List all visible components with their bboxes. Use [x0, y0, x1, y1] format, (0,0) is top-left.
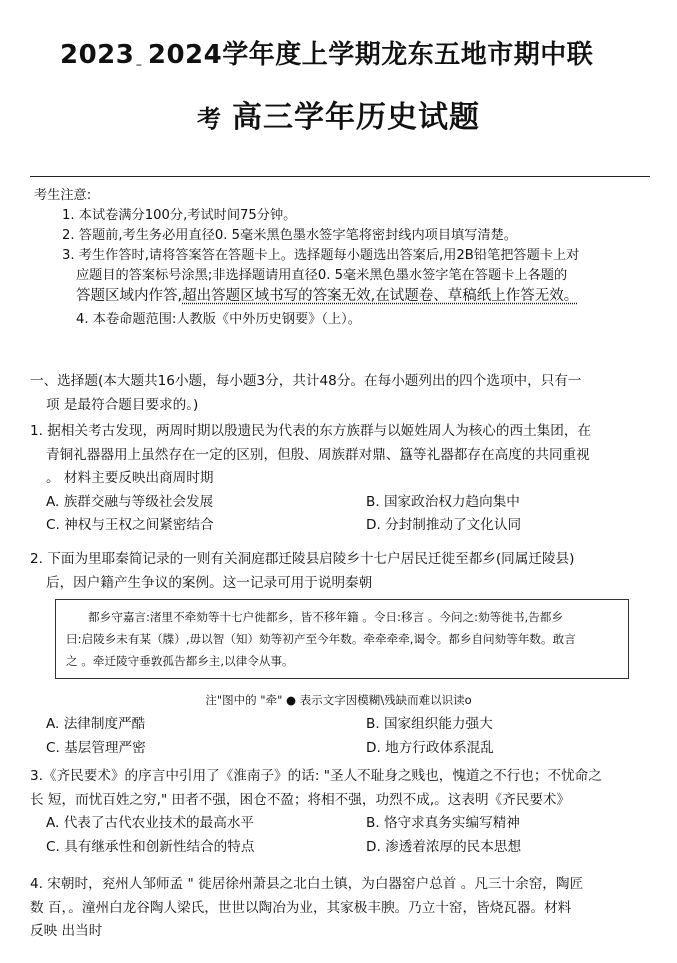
header-divider	[30, 176, 650, 177]
question-line: 青铜礼器器用上虽然存在一定的区别，但殷、周族群对鼎、簋等礼器都存在高度的共同重视	[46, 446, 590, 463]
option-d: D. 分封制推动了文化认同	[366, 517, 522, 533]
option-d: D. 渗透着浓厚的民本思想	[366, 838, 522, 855]
question-3	[30, 765, 652, 859]
exam-title-line1	[60, 34, 620, 71]
exam-title-line2	[0, 92, 677, 136]
exam-notice	[34, 186, 654, 330]
notice-heading: 考生注意:	[34, 188, 92, 203]
source-quote-box	[55, 599, 629, 679]
question-line: 4. 宋朝时，兖州人邹师孟 " 徙居徐州萧县之北白土镇，为白器窑户总首 。凡三十余窑，陶匠	[30, 876, 584, 892]
section-line: 一、选择题(本大题共16小题，每小题3分，共计48分。在每小题列出的四个选项中，只有一	[30, 373, 582, 389]
notice-item: 应题目的答案标号涂黑;非选择题请用直径0. 5毫米黑色墨水签字笔在答题卡上各题的	[76, 268, 568, 283]
notice-item-cont-a: 答题区域内作答,	[76, 288, 183, 304]
notice-item: 2. 答题前,考生务必用直径0. 5毫米黑色墨水签字笔将密封线内项目填写清楚。	[62, 228, 517, 243]
option-b: B. 国家政治权力趋向集中	[366, 493, 520, 510]
question-line: 反映 出当时	[30, 923, 103, 939]
section-line: 项 是最符合题目要求的。)	[46, 396, 199, 413]
question-line: 。 材料主要反映出商周时期	[46, 470, 214, 486]
title-rest: 2024学年度上学期龙东五地市期中联	[147, 40, 594, 70]
title-prefix: 考	[197, 105, 222, 133]
option-a: A. 代表了古代农业技术的最高水平	[46, 815, 255, 831]
notice-item: 1. 本试卷满分100分,考试时间75分钟。	[62, 208, 297, 223]
option-group	[30, 713, 652, 760]
question-line: 数 百，。潼州白龙谷陶人梁氏，世世以陶冶为业，其家极丰腴。乃立十窑，皆烧瓦器。材料	[30, 899, 572, 916]
option-d: D. 地方行政体系混乱	[366, 739, 494, 756]
option-c: C. 神权与王权之间紧密结合	[46, 517, 214, 533]
quote-footnote: 注"图中的 "牵" ● 表示文字因模糊\残缺而难以识读o	[205, 693, 472, 707]
question-line: 2. 下面为里耶秦简记录的一则有关洞庭郡迁陵县启陵乡十七户居民迁徙至都乡(同属迁陵县)	[30, 551, 575, 567]
notice-item-cont	[34, 286, 654, 306]
option-c: C. 具有继承性和创新性结合的特点	[46, 838, 255, 855]
title-dash: _	[136, 55, 142, 66]
section-heading	[30, 370, 652, 417]
question-1	[30, 420, 652, 538]
option-b: B. 国家组织能力强大	[366, 716, 493, 732]
question-line: 后，因户籍产生争议的案例。这一记录可用于说明秦朝	[46, 574, 373, 591]
question-line: 3.《齐民要术》的序言中引用了《淮南子》的话: "圣人不耻身之贱也，愧道之不行也；不忧命之	[30, 768, 602, 784]
notice-emphasis: 超出答题区域书写的答案无效,在试题卷、草稿纸上作答无效。	[182, 288, 579, 304]
option-a: A. 法律制度严酷	[46, 716, 146, 732]
question-line: 1. 据相关考古发现，两周时期以殷遗民为代表的东方族群与以姬姓周人为核心的西土集团，在	[30, 423, 592, 439]
question-2-options	[30, 713, 652, 760]
quote-line: 都乡守嘉言:渚里不牵劾等十七户徙都乡，皆不移年籍 。令日:移言 。今问之:劾等徙书,告都乡	[88, 610, 563, 624]
question-line: 长 短，而忧百姓之穷," 田者不强，困仓不盈；将相不强，功烈不成,。这表明《齐民要术》	[30, 791, 571, 808]
title-year-start: 2023	[60, 40, 135, 70]
option-group	[30, 812, 652, 859]
title-main: 高三学年历史试题	[232, 100, 480, 135]
option-group	[30, 491, 652, 538]
option-a: A. 族群交融与等级社会发展	[46, 493, 214, 510]
option-b: B. 恪守求真务实编写精神	[366, 815, 520, 831]
option-c: C. 基层管理严密	[46, 739, 146, 756]
notice-item: 4. 本卷命题范围:人教版《中外历史钢要》（上）。	[76, 312, 361, 327]
notice-item: 3. 考生作答时,请将答案答在答题卡上。选择题每小题选出答案后,用2B铅笔把答题卡上对	[62, 248, 580, 263]
quote-line: 曰:启陵乡未有某（牒）,毋以智（知）劾等初产至今年数。牵牵牵牵,谒令。都乡自问劾等年数。敢言	[66, 632, 576, 646]
question-4	[30, 873, 652, 944]
quote-line: 之 。牵迁陵守垂敦孤告都乡主,以律令从事。	[66, 654, 294, 668]
question-2	[30, 548, 652, 595]
